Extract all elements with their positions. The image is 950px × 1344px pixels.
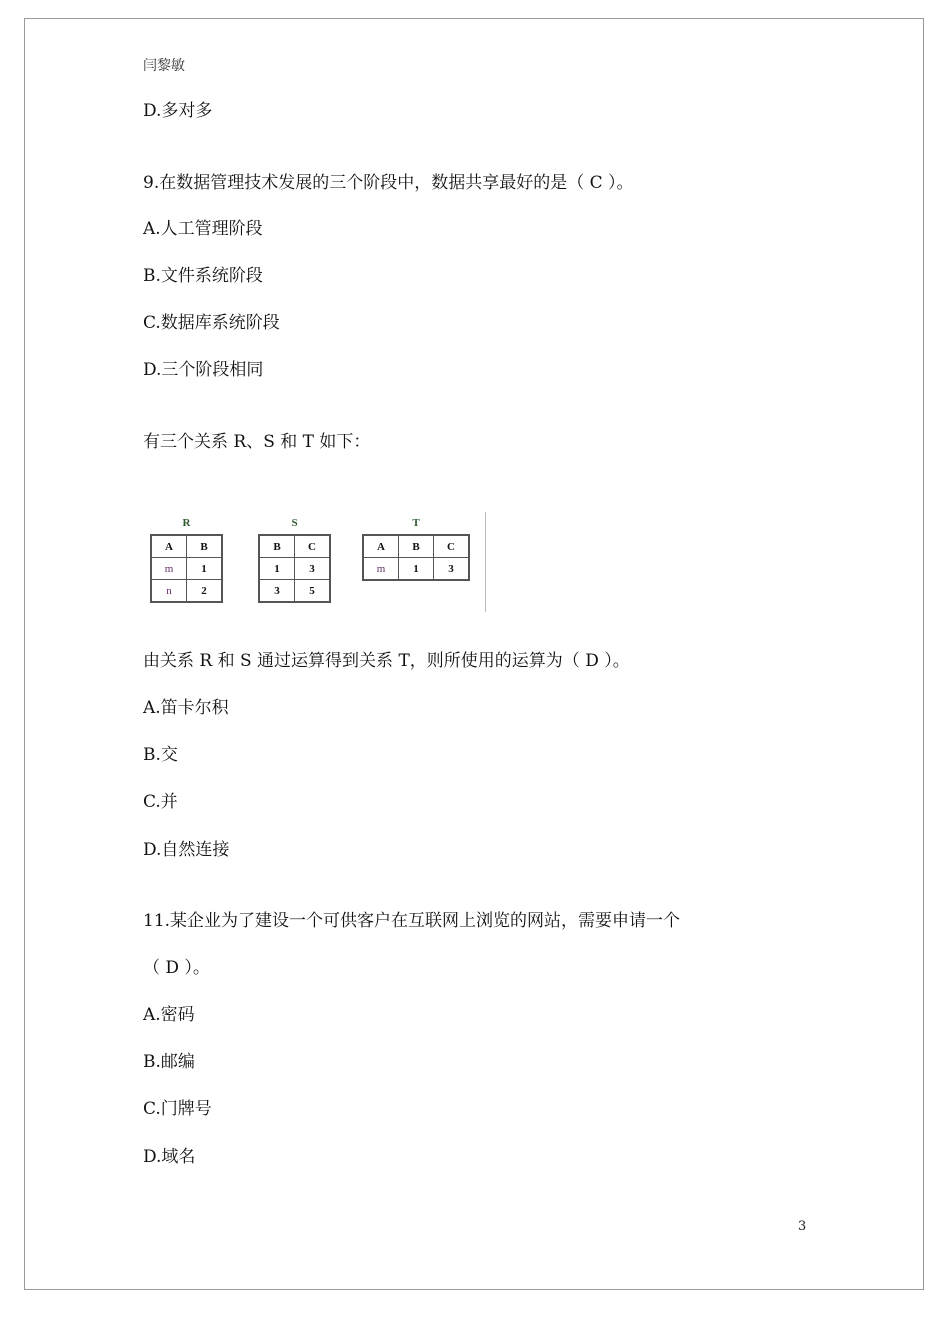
- table-cell: 3: [259, 580, 295, 603]
- table-cell: 3: [295, 558, 331, 580]
- table-cell: A: [151, 535, 187, 558]
- page-number: 3: [798, 1219, 807, 1234]
- table-cell: C: [295, 535, 331, 558]
- table-cell: 1: [399, 558, 434, 581]
- option-a-q10: A.笛卡尔积: [143, 698, 229, 718]
- relation-r-caption: R: [182, 517, 191, 529]
- question-9: 9.在数据管理技术发展的三个阶段中，数据共享最好的是（ C ）。: [143, 173, 634, 193]
- image-edge-divider: [485, 512, 486, 612]
- relations-intro: 有三个关系 R、S 和 T 如下：: [143, 432, 371, 452]
- relation-t: [362, 514, 470, 581]
- option-a-q11: A.密码: [143, 1005, 195, 1025]
- option-c-q10: C.并: [143, 792, 178, 812]
- table-cell: 1: [187, 558, 223, 580]
- table-cell: B: [259, 535, 295, 558]
- option-b-q10: B.交: [143, 745, 178, 765]
- table-cell: m: [151, 558, 187, 580]
- option-d-q10: D.自然连接: [143, 840, 230, 860]
- table-cell: m: [363, 558, 399, 581]
- relation-t-caption: T: [412, 517, 420, 529]
- relation-s-caption: S: [291, 517, 298, 529]
- option-c-q9: C.数据库系统阶段: [143, 313, 280, 333]
- question-11: 11.某企业为了建设一个可供客户在互联网上浏览的网站，需要申请一个: [143, 911, 681, 931]
- option-d-q9: D.三个阶段相同: [143, 360, 264, 380]
- table-cell: 2: [187, 580, 223, 603]
- relation-s-table: [258, 534, 331, 603]
- table-cell: n: [151, 580, 187, 603]
- relation-r: [150, 514, 223, 603]
- header-author: 闫黎敏: [143, 58, 185, 74]
- option-b-q11: B.邮编: [143, 1052, 195, 1072]
- option-d-q8: D.多对多: [143, 101, 213, 121]
- table-cell: 5: [295, 580, 331, 603]
- option-b-q9: B.文件系统阶段: [143, 266, 263, 286]
- option-d-q11: D.域名: [143, 1147, 196, 1167]
- relation-s: [258, 514, 331, 603]
- option-c-q11: C.门牌号: [143, 1099, 212, 1119]
- relation-r-table: [150, 534, 223, 603]
- table-cell: A: [363, 535, 399, 558]
- question-10: 由关系 R 和 S 通过运算得到关系 T，则所使用的运算为（ D ）。: [143, 651, 630, 671]
- relation-t-table: [362, 534, 470, 581]
- table-cell: B: [399, 535, 434, 558]
- table-cell: 1: [259, 558, 295, 580]
- table-cell: B: [187, 535, 223, 558]
- question-11-answer: （ D ）。: [143, 958, 210, 978]
- table-cell: C: [434, 535, 470, 558]
- option-a-q9: A.人工管理阶段: [143, 219, 263, 239]
- table-cell: 3: [434, 558, 470, 581]
